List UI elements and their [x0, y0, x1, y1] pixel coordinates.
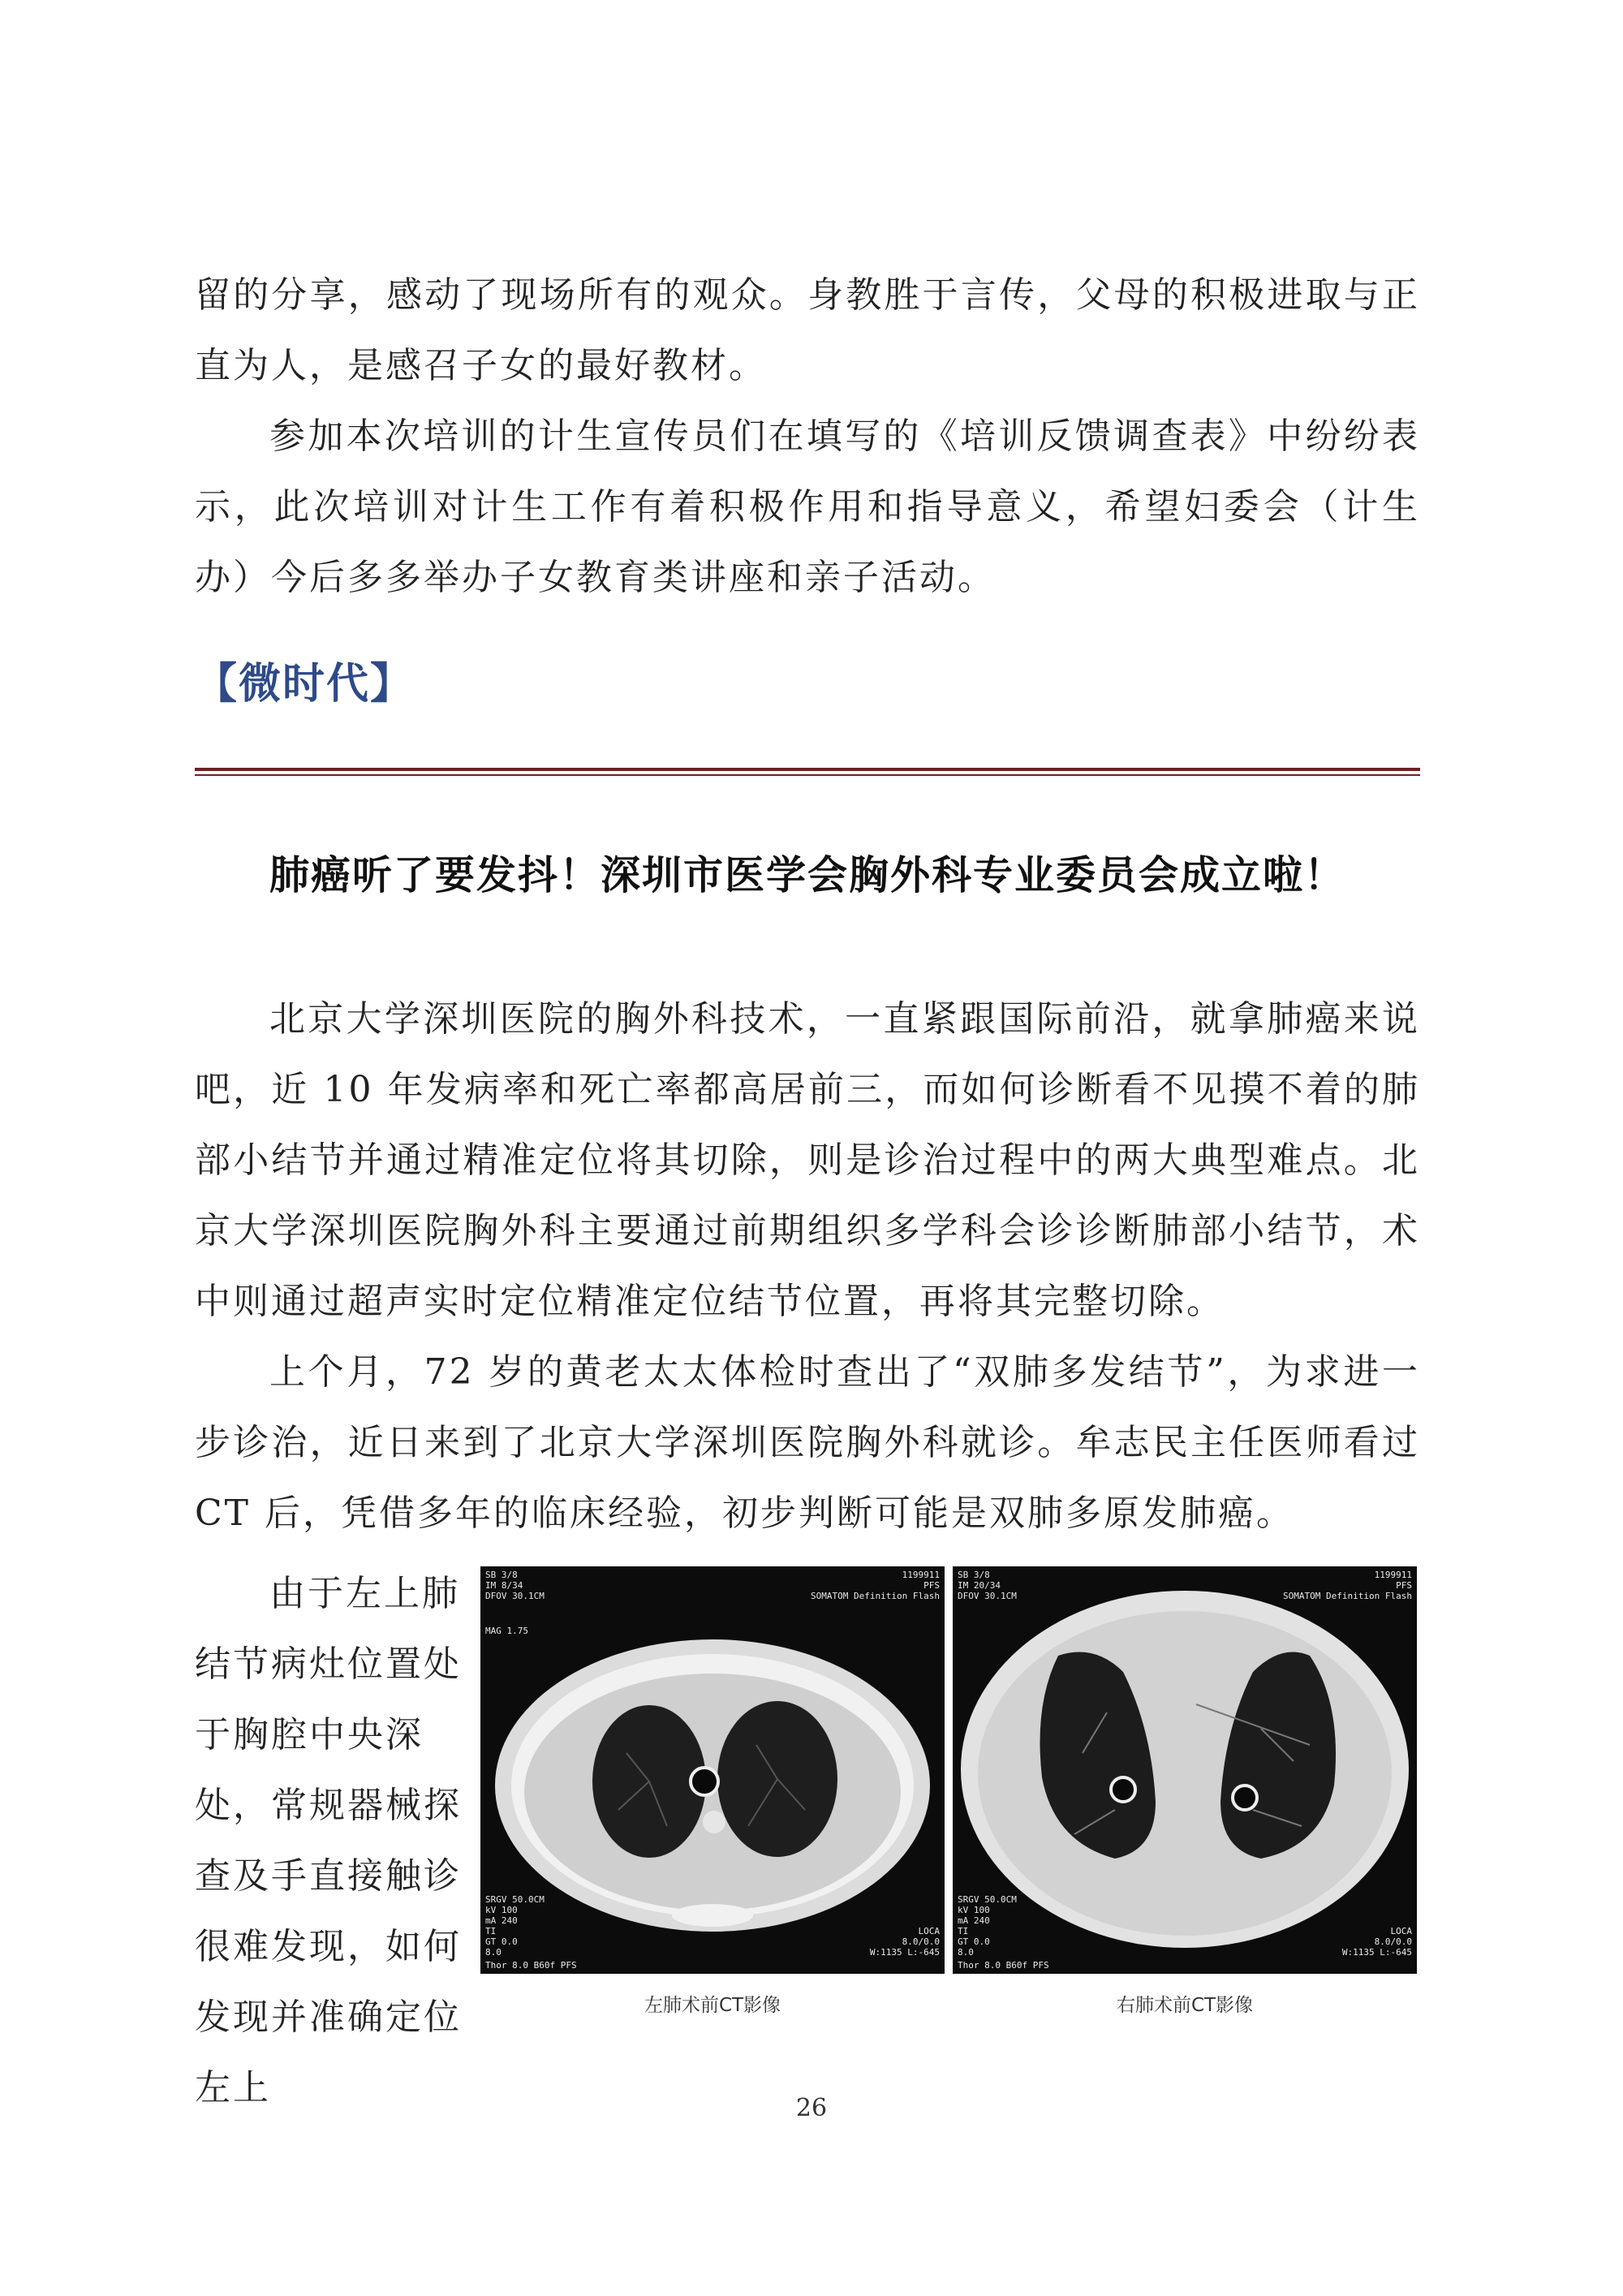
ct-left-bl-6: 8.0 — [485, 1947, 502, 1958]
ct-left-bl-1: SRGV 50.0CM — [485, 1894, 545, 1905]
article-paragraph-3: 由于左上肺结节病灶位置处于胸腔中央深处，常规器械探查及手直接触诊很难发现，如何发现并准确定位左上 — [195, 1573, 462, 2109]
ct-left-br-3: W:1135 L:-645 — [869, 1947, 940, 1958]
ct-left-bl-2: kV 100 — [485, 1905, 518, 1915]
section-divider-thin — [195, 774, 1420, 776]
article-paragraph-2: 上个月，72 岁的黄老太太体检时查出了“双肺多发结节”，为求进一步诊治，近日来到了北京大学深圳医院胸外科就诊。牟志民主任医师看过 CT 后，凭借多年的临床经验，初步判断可能是双肺多原发肺癌。 — [195, 1351, 1420, 1534]
ct-left-tl-2: IM 8/34 — [485, 1580, 523, 1591]
ct-left-tl-3: DFOV 30.1CM — [485, 1591, 545, 1601]
ct-right-bl-6: 8.0 — [958, 1947, 974, 1958]
ct-right-bl-5: GT 0.0 — [958, 1936, 990, 1947]
ct-right-tr-1: 1199911 — [1374, 1570, 1412, 1580]
ct-left-br-2: 8.0/0.0 — [902, 1936, 940, 1947]
ct-left-tr-3: SOMATOM Definition Flash — [811, 1591, 940, 1601]
left-ct-caption: 左肺术前CT影像 — [644, 1995, 781, 2016]
ct-right-tl-2: IM 20/34 — [958, 1580, 1001, 1591]
ct-left-mag: MAG 1.75 — [485, 1626, 528, 1636]
left-lung-ct-image — [480, 1566, 945, 1974]
ct-left-br-1: LOCA — [918, 1926, 940, 1936]
ct-right-br-3: W:1135 L:-645 — [1341, 1947, 1412, 1958]
ct-right-bottom-line: Thor 8.0 B60f PFS — [958, 1960, 1049, 1971]
ct-right-bl-1: SRGV 50.0CM — [958, 1894, 1017, 1905]
section-tag: 【微时代】 — [195, 660, 415, 709]
intro-paragraph-2: 参加本次培训的计生宣传员们在填写的《培训反馈调查表》中纷纷表示，此次培训对计生工作有着积极作用和指导意义，希望妇委会（计生办）今后多多举办子女教育类讲座和亲子活动。 — [195, 416, 1420, 598]
article-paragraph-1: 北京大学深圳医院的胸外科技术，一直紧跟国际前沿，就拿肺癌来说吧，近 10 年发病率和死亡率都高居前三，而如何诊断看不见摸不着的肺部小结节并通过精准定位将其切除，则是诊治过程中的两大典型难点。北京大学深圳医院胸外科主要通过前期组织多学科会诊诊断肺部小结节，术中则通过超声实时定位精准定位结节位置，再将其完整切除。 — [195, 998, 1420, 1322]
ct-right-bl-3: mA 240 — [958, 1915, 990, 1926]
page-number: 26 — [795, 2094, 828, 2122]
ct-left-bottom-line: Thor 8.0 B60f PFS — [485, 1960, 577, 1971]
ct-right-tr-3: SOMATOM Definition Flash — [1283, 1591, 1412, 1601]
ct-left-tr-1: 1199911 — [902, 1570, 940, 1580]
ct-right-br-1: LOCA — [1390, 1926, 1412, 1936]
ct-left-bl-5: GT 0.0 — [485, 1936, 518, 1947]
ct-left-tl-1: SB 3/8 — [485, 1570, 518, 1580]
ct-scan-right-drawing — [953, 1566, 1417, 1974]
article-title: 肺癌听了要发抖！深圳市医学会胸外科专业委员会成立啦！ — [269, 852, 1345, 898]
ct-scan-left-drawing — [480, 1566, 945, 1974]
intro-paragraph-1: 留的分享，感动了现场所有的观众。身教胜于言传，父母的积极进取与正直为人，是感召子女的最好教材。 — [195, 274, 1420, 386]
ct-right-bl-2: kV 100 — [958, 1905, 990, 1915]
ct-right-tr-2: PFS — [1396, 1580, 1412, 1591]
ct-right-bl-4: TI — [958, 1926, 969, 1936]
ct-left-tr-2: PFS — [923, 1580, 940, 1591]
ct-right-br-2: 8.0/0.0 — [1374, 1936, 1412, 1947]
section-divider — [195, 768, 1420, 771]
right-ct-caption: 右肺术前CT影像 — [1116, 1995, 1254, 2016]
ct-left-bl-4: TI — [485, 1926, 497, 1936]
ct-right-tl-3: DFOV 30.1CM — [958, 1591, 1017, 1601]
right-lung-ct-image — [953, 1566, 1417, 1974]
ct-left-bl-3: mA 240 — [485, 1915, 518, 1926]
ct-right-tl-1: SB 3/8 — [958, 1570, 990, 1580]
